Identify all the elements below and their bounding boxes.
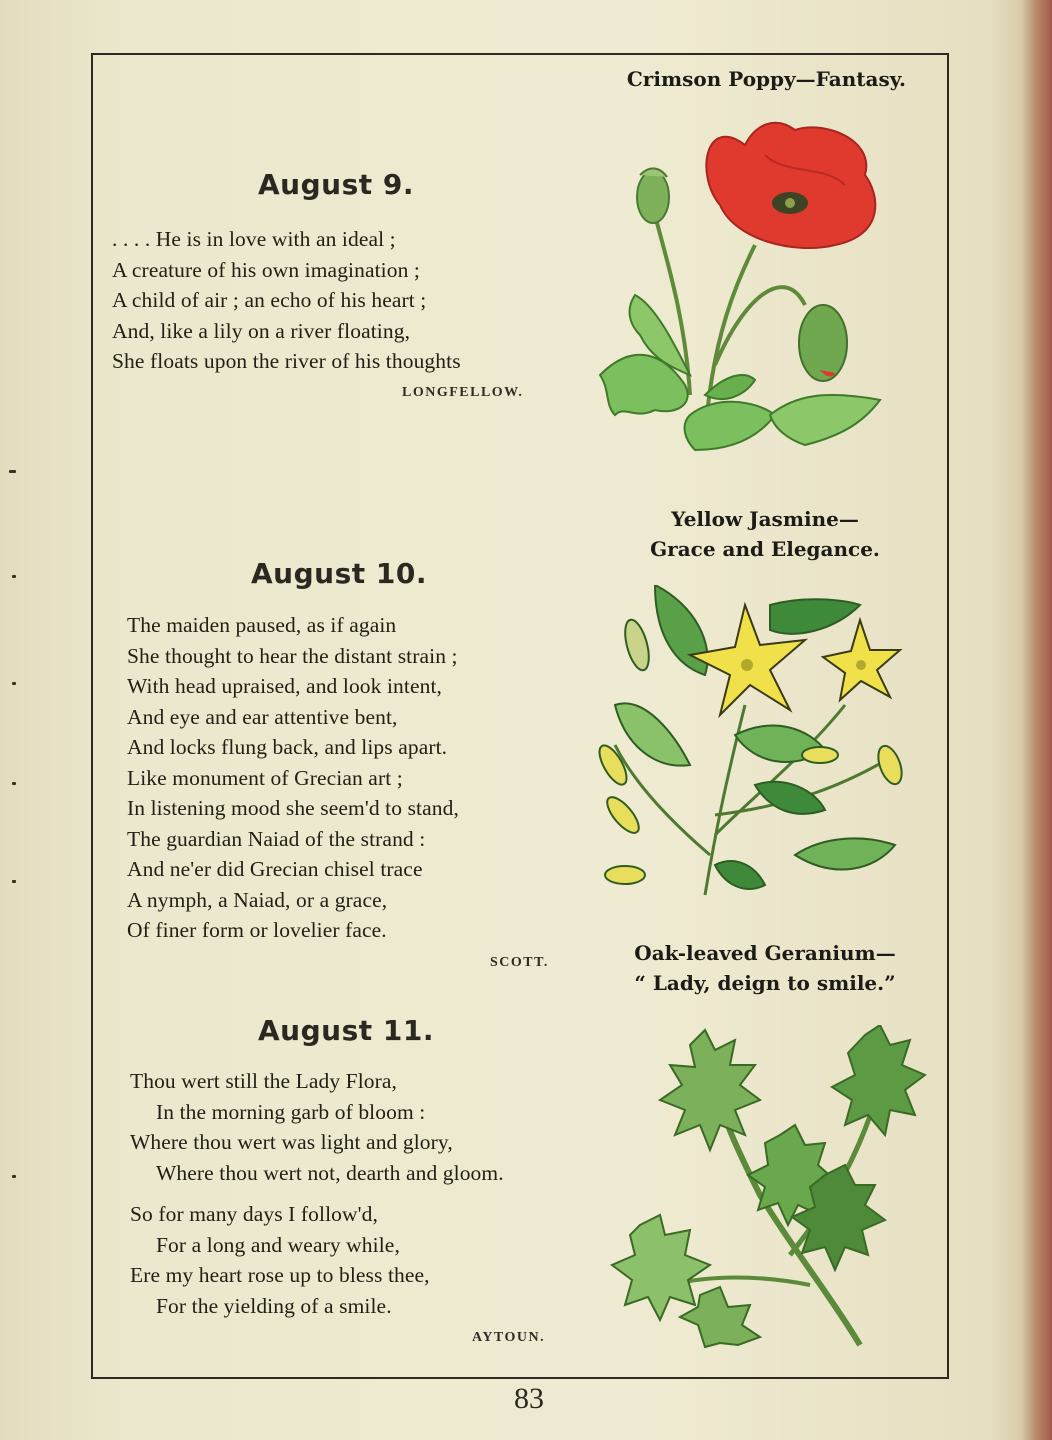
author-longfellow: LONGFELLOW. bbox=[402, 385, 524, 400]
poem-line: With head upraised, and look intent, bbox=[127, 674, 443, 698]
poem-line: Of finer form or lovelier face. bbox=[127, 918, 387, 942]
poem-line: A creature of his own imagination ; bbox=[112, 257, 421, 282]
poem-line: And eye and ear attentive bent, bbox=[127, 704, 398, 729]
poem-line: Where thou wert was light and glory, bbox=[130, 1130, 453, 1154]
entry-date-august-9: August 9. bbox=[258, 168, 414, 201]
poem-line: In listening mood she seem'd to stand, bbox=[127, 796, 459, 820]
entry-date-august-10: August 10. bbox=[251, 557, 427, 590]
caption-line: “ Lady, deign to smile.” bbox=[634, 971, 896, 995]
flower-caption-crimson-poppy: Crimson Poppy—Fantasy. bbox=[626, 67, 906, 91]
poem-line: So for many days I follow'd, bbox=[130, 1202, 378, 1226]
poem-line: The guardian Naiad of the strand : bbox=[127, 826, 426, 851]
poem-line: She thought to hear the distant strain ; bbox=[127, 643, 458, 668]
poem-line: . . . . He is in love with an ideal ; bbox=[112, 227, 396, 251]
poem-line: Ere my heart rose up to bless thee, bbox=[130, 1263, 430, 1287]
flower-caption-oak-leaved-geranium bbox=[610, 938, 920, 998]
caption-line: Oak-leaved Geranium— bbox=[634, 941, 896, 965]
gutter-mark bbox=[12, 575, 16, 578]
poem-line: A child of air ; an echo of his heart ; bbox=[112, 288, 427, 312]
poem-line: She floats upon the river of his thoughts bbox=[112, 349, 461, 373]
poem-line: Where thou wert not, dearth and gloom. bbox=[156, 1160, 504, 1185]
jasmine-illustration bbox=[595, 585, 925, 905]
poem-august-11-stanza-2 bbox=[130, 1199, 430, 1321]
poppy-illustration bbox=[595, 115, 885, 460]
poem-line: And locks flung back, and lips apart. bbox=[127, 735, 448, 759]
gutter-mark bbox=[12, 880, 16, 883]
caption-line: Grace and Elegance. bbox=[650, 537, 880, 561]
author-aytoun: AYTOUN. bbox=[472, 1330, 546, 1345]
poem-august-11-stanza-1 bbox=[130, 1066, 504, 1188]
gutter-mark bbox=[12, 782, 16, 785]
gutter-mark bbox=[9, 470, 16, 473]
poem-line: For a long and weary while, bbox=[156, 1232, 400, 1257]
poem-line: And ne'er did Grecian chisel trace bbox=[127, 857, 423, 881]
poem-line: Like monument of Grecian art ; bbox=[127, 765, 403, 790]
poem-line: Thou wert still the Lady Flora, bbox=[130, 1069, 398, 1093]
gutter-mark bbox=[12, 682, 16, 685]
caption-line: Yellow Jasmine— bbox=[671, 507, 859, 531]
geranium-illustration bbox=[610, 1025, 930, 1355]
flower-caption-yellow-jasmine bbox=[640, 504, 890, 564]
author-scott: SCOTT. bbox=[490, 955, 549, 970]
gutter-mark bbox=[12, 1175, 16, 1178]
poem-line: The maiden paused, as if again bbox=[127, 613, 397, 637]
poem-line: For the yielding of a smile. bbox=[156, 1293, 392, 1318]
poem-line: In the morning garb of bloom : bbox=[156, 1099, 426, 1124]
entry-date-august-11: August 11. bbox=[258, 1014, 434, 1047]
poem-august-10 bbox=[127, 610, 459, 946]
poem-line: A nymph, a Naiad, or a grace, bbox=[127, 887, 388, 912]
page-number: 83 bbox=[514, 1382, 544, 1415]
poem-august-9 bbox=[112, 224, 461, 377]
poem-line: And, like a lily on a river floating, bbox=[112, 318, 411, 343]
